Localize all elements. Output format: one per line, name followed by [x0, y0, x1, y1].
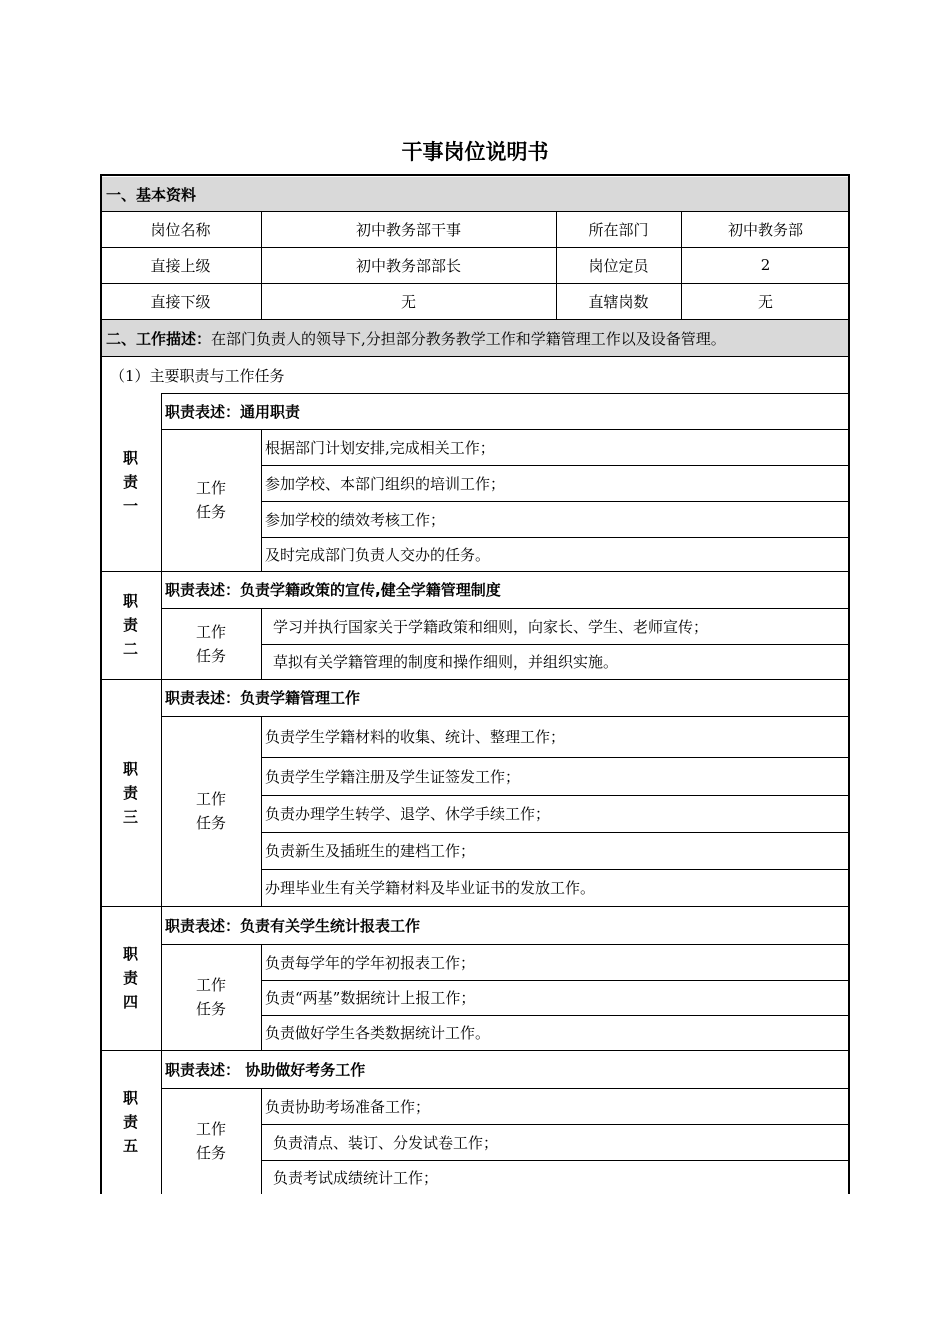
info-label: 直辖岗数: [588, 292, 649, 311]
task-item: 负责办理学生转学、退学、休学手续工作；: [265, 805, 551, 823]
page-title: 干事岗位说明书: [401, 140, 549, 164]
table-rule: [556, 211, 557, 319]
task-label-line: 任务: [195, 646, 226, 665]
task-label-line: 工作: [195, 1120, 226, 1138]
task-item: 负责每学年的学年初报表工作；: [265, 953, 476, 972]
section-heading-basic-info: 一、基本资料: [102, 177, 848, 211]
duty-name-char: 职: [122, 759, 138, 778]
table-rule: [161, 906, 162, 1050]
task-label-line: 工作: [195, 479, 226, 497]
info-label: 岗位定员: [588, 256, 649, 275]
task-label: [161, 608, 261, 679]
task-item: 负责清点、装订、分发试卷工作；: [273, 1133, 499, 1152]
table-rule: [681, 211, 682, 319]
task-item: 及时完成部门负责人交办的任务。: [265, 545, 491, 564]
task-item: 草拟有关学籍管理的制度和操作细则，并组织实施。: [273, 653, 619, 671]
table-rule: [161, 571, 162, 679]
info-value: 无: [757, 292, 773, 311]
info-value: 初中教务部部长: [355, 256, 461, 275]
subheading-main-duties: （1）主要职责与工作任务: [110, 366, 285, 385]
duty-name-char: 五: [122, 1137, 138, 1155]
info-value: 2: [760, 256, 771, 274]
task-item: 负责新生及插班生的建档工作；: [265, 842, 476, 860]
duty-name: [100, 679, 161, 906]
task-label: [161, 429, 261, 571]
duty-statement: 职责表述：负责学籍管理工作: [165, 689, 361, 707]
info-value: 初中教务部干事: [355, 220, 461, 239]
task-item: 参加学校、本部门组织的培训工作；: [265, 474, 506, 493]
task-label-line: 任务: [195, 814, 226, 832]
work-description-text: 在部门负责人的领导下,分担部分教务教学工作和学籍管理工作以及设备管理。: [211, 329, 726, 348]
info-value: 初中教务部: [727, 220, 803, 239]
duty-name: [100, 1050, 161, 1194]
info-value: 无: [400, 292, 416, 311]
table-rule: [261, 944, 262, 1050]
duty-name-char: 责: [122, 783, 138, 802]
duty-name: [100, 571, 161, 679]
task-label: [161, 944, 261, 1050]
section-heading-work-description: [102, 320, 848, 356]
task-item: 负责协助考场准备工作；: [265, 1097, 431, 1116]
duty-name-char: 责: [122, 969, 138, 987]
task-item: 负责考试成绩统计工作；: [273, 1168, 439, 1187]
duty-name-char: 责: [122, 1113, 138, 1131]
task-label: [161, 1088, 261, 1194]
table-rule: [261, 716, 262, 906]
info-label: 岗位名称: [150, 220, 211, 239]
duty-name-char: 责: [122, 473, 138, 491]
task-label-line: 任务: [195, 503, 226, 521]
task-item: 参加学校的绩效考核工作；: [265, 510, 446, 529]
duty-name-char: 职: [122, 945, 138, 963]
task-label-line: 工作: [195, 976, 226, 994]
info-label: 所在部门: [588, 220, 649, 239]
task-item: 负责学生学籍材料的收集、统计、整理工作；: [265, 728, 566, 746]
duty-name-char: 职: [122, 449, 138, 467]
duty-name-char: 三: [122, 807, 138, 826]
duty-statement: 职责表述：负责有关学生统计报表工作: [165, 916, 421, 935]
duty-name: [100, 393, 161, 571]
table-rule: [261, 429, 262, 571]
task-label: [161, 716, 261, 906]
task-label-line: 任务: [195, 1000, 226, 1018]
table-rule: [161, 1050, 162, 1194]
duty-name-char: 一: [122, 497, 138, 515]
task-item: 负责学生学籍注册及学生证签发工作；: [265, 767, 521, 786]
task-item: 负责做好学生各类数据统计工作。: [265, 1024, 491, 1042]
table-rule: [161, 679, 162, 906]
task-label-line: 工作: [195, 790, 226, 808]
duty-statement: 职责表述：负责学籍政策的宣传,健全学籍管理制度: [165, 581, 501, 599]
duty-name: [100, 906, 161, 1050]
table-rule: [261, 211, 262, 319]
duty-statement: 职责表述：通用职责: [165, 402, 301, 421]
duty-name-char: 责: [122, 616, 138, 634]
duty-statement: 职责表述： 协助做好考务工作: [165, 1060, 366, 1079]
info-label: 直接上级: [150, 256, 211, 275]
task-item: 学习并执行国家关于学籍政策和细则，向家长、学生、老师宣传；: [273, 617, 709, 636]
table-rule: [261, 1088, 262, 1194]
duty-name-char: 四: [122, 993, 138, 1011]
info-label: 直接下级: [150, 292, 211, 311]
duty-name-char: 二: [122, 640, 138, 658]
task-label-line: 任务: [195, 1144, 226, 1162]
task-item: 根据部门计划安排,完成相关工作；: [265, 438, 495, 457]
table-rule: [261, 608, 262, 679]
task-item: 负责“两基”数据统计上报工作；: [265, 989, 476, 1007]
table-rule: [161, 393, 162, 571]
duty-name-char: 职: [122, 1089, 138, 1107]
duty-name-char: 职: [122, 592, 138, 610]
task-label-line: 工作: [195, 622, 226, 641]
work-description-label: 二、工作描述：: [106, 329, 212, 348]
task-item: 办理毕业生有关学籍材料及毕业证书的发放工作。: [265, 879, 596, 897]
